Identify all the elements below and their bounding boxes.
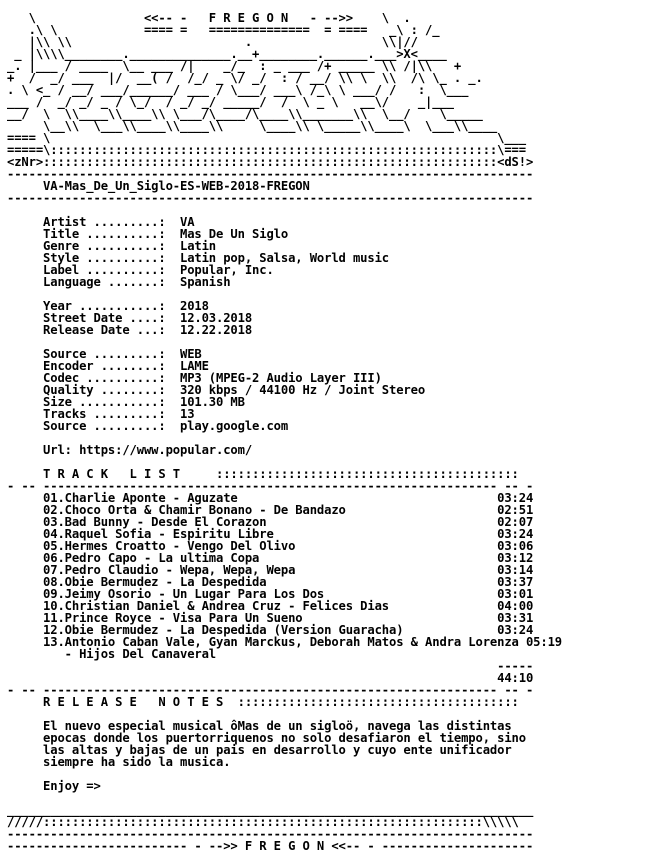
nfo-line: 03.Bad Bunny - Desde El Corazon 02:07	[7, 515, 534, 529]
nfo-line: -------------------------------------------------------------------------	[7, 827, 534, 841]
nfo-line: <zNr>:::::::::::::::::::::::::::::::::::::::::::::::::::::::::::::::<dS!>	[7, 155, 534, 169]
nfo-line: Artist .........: VA	[7, 215, 195, 229]
nfo-line: _ |\\\\________.______________.__+________.______.___>X<____	[7, 47, 447, 61]
nfo-line	[7, 768, 648, 780]
nfo-line: + / _/ ___ |/ __( / /_/ _ \/ _/ : / __/ \\ \ \\ /\ \_ . _.	[7, 71, 483, 85]
nfo-line: -------------------------------------------------------------------------	[7, 191, 534, 205]
nfo-line: 02.Choco Orta & Chamir Bonano - De Bandazo 02:51	[7, 503, 534, 517]
nfo-line: -------------------------------------------------------------------------	[7, 167, 534, 181]
nfo-line: epocas donde los puertorriquenos no solo desafiaron el tiempo, sino	[7, 731, 526, 745]
nfo-line: Label ..........: Popular, Inc.	[7, 263, 274, 277]
nfo-line: 01.Charlie Aponte - Aguzate 03:24	[7, 491, 534, 505]
nfo-line: Enjoy =>	[7, 779, 101, 793]
nfo-line: El nuevo especial musical ôMas de un sigloö, navega las distintas	[7, 719, 512, 733]
nfo-line: Tracks .........: 13	[7, 407, 195, 421]
nfo-line: - -- --------------------------------------------------------------- -- -	[7, 683, 534, 697]
nfo-line: Source .........: WEB	[7, 347, 202, 361]
nfo-line: 08.Obie Bermudez - La Despedida 03:37	[7, 575, 534, 589]
nfo-line: ==== \ \___	[7, 131, 526, 145]
nfo-line: Codec ..........: MP3 (MPEG-2 Audio Layer III)	[7, 371, 382, 385]
nfo-line: 09.Jeimy Osorio - Un Lugar Para Los Dos 03:01	[7, 587, 534, 601]
nfo-line: ------------------------- - -->> F R E G O N <<-- - ---------------------	[7, 839, 534, 853]
nfo-line: 05.Hermes Croatto - Vengo Del Olivo 03:06	[7, 539, 534, 553]
nfo-line: Title ..........: Mas De Un Siglo	[7, 227, 289, 241]
nfo-line: _________________________________________________________________________	[7, 803, 534, 817]
nfo-line: \__\\ \___\\____\\____\\ \____\\ \_____\\____\ \___\\____	[7, 119, 498, 133]
nfo-line: __/ \ \\____\\____\\ \___/\____/\____\\_______\\ \__/ \_____	[7, 107, 483, 121]
nfo-line: T R A C K L I S T ::::::::::::::::::::::::::::::::::::::::::	[7, 467, 519, 481]
nfo-line: Language .......: Spanish	[7, 275, 231, 289]
nfo-line: |\\ \\ . \\|//	[7, 35, 418, 49]
nfo-line: _. |___ / ____ \__ ___ /| _/_ : _ ___ /+ _____ \\ /|\\ +	[7, 59, 462, 73]
nfo-line: 10.Christian Daniel & Andrea Cruz - Felices Dias 04:00	[7, 599, 534, 613]
nfo-line: Style ..........: Latin pop, Salsa, World music	[7, 251, 389, 265]
nfo-line: Street Date ....: 12.03.2018	[7, 311, 253, 325]
nfo-line: 07.Pedro Claudio - Wepa, Wepa, Wepa 03:14	[7, 563, 534, 577]
nfo-line: ___ / _/ _/ _ / \_/ / _/ _/ _____/ / \ _ \ __\/ _|___	[7, 95, 454, 109]
nfo-line: Url: https://www.popular.com/	[7, 443, 253, 457]
nfo-line: =====\::::::::::::::::::::::::::::::::::::::::::::::::::::::::::::::\===	[7, 143, 526, 157]
nfo-line: -----	[7, 659, 534, 673]
nfo-line: 44:10	[7, 671, 534, 685]
nfo-line: /////:::::::::::::::::::::::::::::::::::::::::::::::::::::::::::::\\\\\	[7, 815, 519, 829]
nfo-line: VA-Mas_De_Un_Siglo-ES-WEB-2018-FREGON	[7, 179, 310, 193]
nfo-line: Encoder ........: LAME	[7, 359, 209, 373]
nfo-line: Release Date ...: 12.22.2018	[7, 323, 253, 337]
nfo-line: Year ...........: 2018	[7, 299, 209, 313]
nfo-line: las altas y bajas de un pais en desarrollo y cuyo ente unificador	[7, 743, 512, 757]
nfo-line: - Hijos Del Canaveral	[7, 647, 217, 661]
nfo-line: . \ <_ / __/ ___/______/ ___ / \___/ ___\ /_\ \ ___/ / : \___	[7, 83, 469, 97]
nfo-line: 06.Pedro Capo - La ultima Copa 03:12	[7, 551, 534, 565]
nfo-line: 13.Antonio Caban Vale, Gyan Marckus, Deborah Matos & Andra Lorenza 05:19	[7, 635, 562, 649]
nfo-line: - -- --------------------------------------------------------------- -- -	[7, 479, 534, 493]
nfo-line: R E L E A S E N O T E S :::::::::::::::::::::::::::::::::::::::	[7, 695, 519, 709]
nfo-line: \ <<-- - F R E G O N - -->> \ .	[7, 11, 411, 25]
nfo-line: Genre ..........: Latin	[7, 239, 217, 253]
nfo-line: 04.Raquel Sofia - Espiritu Libre 03:24	[7, 527, 534, 541]
nfo-line: siempre ha sido la musica.	[7, 755, 231, 769]
nfo-line: Quality ........: 320 kbps / 44100 Hz / Joint Stereo	[7, 383, 426, 397]
nfo-line: 11.Prince Royce - Visa Para Un Sueno 03:31	[7, 611, 534, 625]
nfo-line: .\ \ ==== = ============== = ==== _\ : /_	[7, 23, 440, 37]
nfo-line: Size ...........: 101.30 MB	[7, 395, 245, 409]
nfo-line: 12.Obie Bermudez - La Despedida (Version Guaracha) 03:24	[7, 623, 534, 637]
nfo-line: Source .........: play.google.com	[7, 419, 289, 433]
